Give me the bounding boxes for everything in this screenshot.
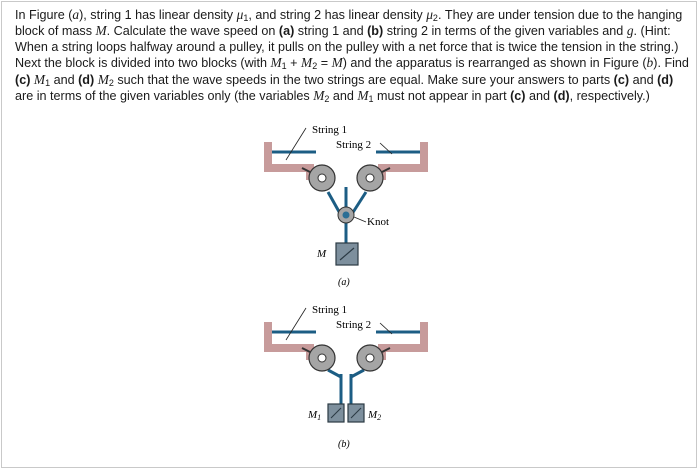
block-M1-label: M1 [308,409,322,422]
knot-label: Knot [367,216,389,228]
left-support-a [264,142,314,180]
figure-b [264,304,428,450]
knot-leader [354,217,366,222]
pulley-figure [250,112,450,462]
strings-b [272,332,420,408]
figure-a [264,124,428,288]
string2-label-a: String 2 [336,139,372,151]
problem-line-2: block of mass M. Calculate the wave speed on (a) string 1 and (b) string 2 in terms of the given variables and g. (Hint: [15,23,671,39]
block-M2-label: M2 [368,409,382,422]
string1-label-a: String 1 [312,124,348,136]
string1-label-b: String 1 [312,304,348,316]
problem-line-4: Next the block is divided into two blocks (with $M_1 + M_2 = M$) and the apparatus is rearranged as shown in Figure (b). Find [15,55,689,72]
block-M [336,243,358,265]
problem-line-1: In Figure (a), string 1 has linear density $\mu_1$, and string 2 has linear density $\mu_2$. They are under tension due to the hanging [15,7,683,23]
problem-line-6: are in terms of the given variables only (the variables $M_2$ and $M_1$ must not appear in part (c) and (d), respectively.) [15,88,650,105]
block-M2 [348,404,364,422]
string1-leader-b [286,308,306,340]
block-M-label: M [317,248,327,260]
problem-line-5: (c) $M_1$ and (d) $M_2$ such that the wave speeds in the two strings are equal. Make sure your answers to parts (c) and (d) [15,71,674,88]
caption-a: (a) [338,277,350,288]
caption-b: (b) [338,439,350,450]
block-M1 [328,404,344,422]
string1-leader-a [286,128,306,160]
problem-line-3: When a string loops halfway around a pulley, it pulls on the pulley with a net force that is twice the tension in the string.) [15,39,679,54]
knot-a [338,207,354,223]
left-support-b [264,322,314,360]
problem-text [15,7,687,104]
string2-label-b: String 2 [336,319,372,331]
